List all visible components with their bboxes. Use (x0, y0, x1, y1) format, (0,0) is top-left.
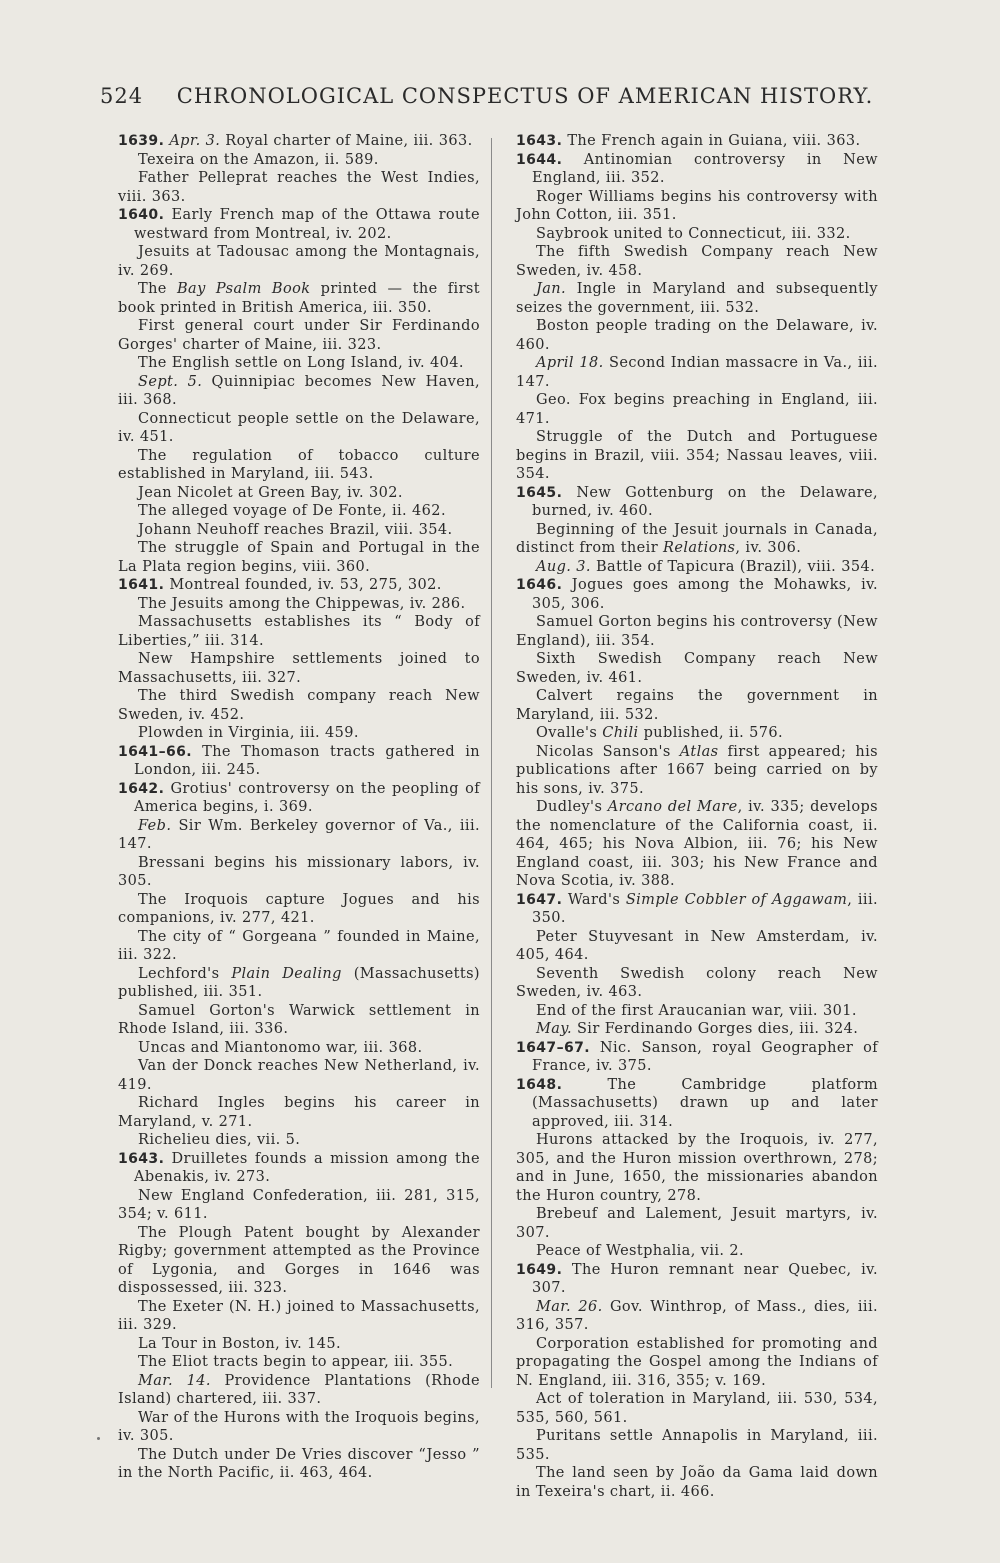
entry-text: Corporation established for promoting and propagating the Gospel among the Indians of N. England, iii. 316, 355; v. 169. (516, 1335, 878, 1389)
chronology-entry (516, 521, 878, 558)
entry-year: 1644. (516, 151, 563, 168)
year-entry (118, 1150, 480, 1187)
entry-year: 1647–67. (516, 1039, 590, 1056)
entry-text: Texeira on the Amazon, ii. 589. (138, 151, 379, 168)
entry-text: New Hampshire settlements joined to Massachusetts, iii. 327. (118, 651, 480, 686)
chronology-entry (118, 502, 480, 521)
entry-year: 1641. (118, 577, 165, 593)
chronology-entry (516, 1390, 878, 1427)
entry-text: Samuel Gorton begins his controversy (New England), iii. 354. (516, 614, 878, 649)
entry-year: 1649. (516, 1261, 563, 1278)
year-entry (516, 484, 878, 521)
chronology-entry (516, 225, 878, 244)
entry-text: Peter Stuyvesant in New Amsterdam, iv. 405, 464. (516, 928, 878, 963)
year-entry (516, 891, 878, 928)
entry-text: The fifth Swedish Company reach New Sweden, iv. 458. (516, 244, 878, 279)
chronology-entry (516, 798, 878, 891)
entry-italic-text: Jan. (536, 281, 567, 297)
right-column (516, 132, 878, 1501)
chronology-entry (118, 650, 480, 687)
entry-text: Jean Nicolet at Green Bay, iv. 302. (138, 484, 403, 501)
chronology-entry (118, 243, 480, 280)
chronology-entry (118, 280, 480, 317)
chronology-entry (516, 965, 878, 1002)
chronology-entry (118, 317, 480, 354)
chronology-entry (118, 891, 480, 928)
entry-text: Early French map of the Ottawa route westward from Montreal, iv. 202. (134, 207, 480, 242)
entry-italic-text: Mar. 14. (138, 1372, 211, 1389)
entry-text: , iv. 335; develops the nomenclature of the California coast, ii. 464, 465; his Nova Albion, iii. 76; his New England coast, iii. 303; his New France and Nova Scotia, iv. 388. (516, 799, 878, 889)
chronology-entry (516, 243, 878, 280)
entry-text: The Iroquois capture Jogues and his companions, iv. 277, 421. (118, 891, 480, 926)
chronology-entry (118, 169, 480, 206)
chronology-entry (516, 188, 878, 225)
entry-text: Jesuits at Tadousac among the Montagnais, iv. 269. (118, 244, 480, 279)
chronology-entry (118, 1372, 480, 1409)
chronology-entry (118, 1298, 480, 1335)
entry-text: The struggle of Spain and Portugal in the La Plata region begins, viii. 360. (118, 540, 480, 575)
entry-text: Beginning of the Jesuit journals in Canada, distinct from their (516, 521, 878, 556)
entry-text: Calvert regains the government in Maryland, iii. 532. (516, 688, 878, 723)
chronology-entry (118, 1409, 480, 1446)
chronology-entry (118, 1446, 480, 1483)
entry-text: The Huron remnant near Quebec, iv. 307. (532, 1261, 878, 1296)
entry-text: Saybrook united to Connecticut, iii. 332. (536, 225, 851, 242)
entry-text: Geo. Fox begins preaching in England, iii. 471. (516, 392, 878, 427)
entry-year: 1639. (118, 133, 165, 149)
entry-text: Act of toleration in Maryland, iii. 530, 534, 535, 560, 561. (516, 1391, 878, 1426)
entry-text: Quinnipiac becomes New Haven, iii. 368. (118, 373, 480, 408)
chronology-entry (118, 1353, 480, 1372)
entry-italic-text: Atlas (679, 743, 719, 760)
entry-italic-text: Chili (602, 725, 639, 741)
chronology-entry (118, 965, 480, 1002)
chronology-entry (516, 724, 878, 743)
entry-text: Battle of Tapicura (Brazil), viii. 354. (590, 558, 876, 575)
entry-text: The Eliot tracts begin to appear, iii. 355. (138, 1354, 454, 1370)
entry-text: Ward's (567, 891, 626, 908)
entry-text: The third Swedish company reach New Sweden, iv. 452. (118, 688, 480, 723)
entry-text: , iii. 350. (532, 891, 879, 926)
entry-italic-text: April 18. (536, 355, 604, 371)
chronology-entry (118, 613, 480, 650)
entry-italic-text: Simple Cobbler of Aggawam (625, 891, 848, 908)
entry-italic-text: Mar. 26. (536, 1298, 603, 1315)
entry-year: 1643. (118, 1150, 165, 1167)
entry-italic-text: Aug. 3. (536, 558, 591, 575)
entry-year: 1647. (516, 891, 563, 908)
year-entry (516, 151, 878, 188)
entry-text: Lechford's (138, 965, 232, 982)
entry-text: Sir Ferdinando Gorges dies, iii. 324. (571, 1021, 859, 1037)
year-entry (118, 206, 480, 243)
entry-text: Hurons attacked by the Iroquois, iv. 277, 305, and the Huron mission overthrown, 278; and in June, 1650, the missionaries abandon the Huron country, 278. (516, 1132, 878, 1204)
chronology-entry (516, 1205, 878, 1242)
chronology-entry (118, 354, 480, 373)
chronology-entry (516, 1464, 878, 1501)
entry-year: 1641–66. (118, 743, 192, 760)
entry-text: The French again in Guiana, viii. 363. (567, 133, 861, 149)
entry-text: End of the first Araucanian war, viii. 301. (536, 1002, 857, 1019)
chronology-entry (516, 1002, 878, 1021)
year-entry (118, 743, 480, 780)
entry-year: 1642. (118, 780, 165, 797)
entry-text: Connecticut people settle on the Delaware, iv. 451. (118, 410, 480, 445)
year-entry (118, 780, 480, 817)
entry-year: 1640. (118, 207, 165, 223)
year-entry (516, 576, 878, 613)
chronology-entry (118, 1224, 480, 1298)
entry-text: Van der Donck reaches New Netherland, iv. 419. (118, 1058, 480, 1093)
entry-text: The Exeter (N. H.) joined to Massachusetts, iii. 329. (118, 1298, 480, 1333)
chronology-entry (118, 595, 480, 614)
print-speck (97, 1437, 100, 1440)
chronology-entry (516, 428, 878, 484)
entry-text: The Cambridge platform (Massachusetts) drawn up and later approved, iii. 314. (532, 1076, 878, 1130)
entry-text: Grotius' controversy on the peopling of America begins, i. 369. (134, 780, 480, 815)
entry-year: 1646. (516, 577, 563, 593)
chronology-entry (118, 1002, 480, 1039)
chronology-entry (118, 373, 480, 410)
entry-text: Nicolas Sanson's (536, 743, 680, 760)
entry-text: Puritans settle Annapolis in Maryland, iii. 535. (516, 1428, 878, 1463)
chronology-entry (516, 687, 878, 724)
chronology-entry (118, 1039, 480, 1058)
entry-text: Gov. Winthrop, of Mass., dies, iii. 316, 357. (516, 1298, 878, 1333)
chronology-entry (118, 1094, 480, 1131)
entry-text: Royal charter of Maine, iii. 363. (220, 133, 473, 149)
entry-text: The English settle on Long Island, iv. 404. (138, 355, 464, 371)
running-header (100, 84, 874, 114)
entry-text: Bressani begins his missionary labors, iv. 305. (118, 854, 480, 889)
entry-text: Jogues goes among the Mohawks, iv. 305, 306. (532, 577, 878, 612)
entry-text: The Thomason tracts gathered in London, iii. 245. (134, 743, 480, 778)
chronology-entry (516, 1242, 878, 1261)
chronology-entry (516, 650, 878, 687)
chronology-entry (516, 317, 878, 354)
entry-italic-text: May. (536, 1021, 572, 1037)
entry-italic-text: Sept. 5. (138, 373, 203, 390)
entry-text: Brebeuf and Lalement, Jesuit martyrs, iv. 307. (516, 1206, 878, 1241)
chronology-entry (118, 1187, 480, 1224)
entry-text: The city of “ Gorgeana ” founded in Maine, iii. 322. (118, 928, 480, 963)
entry-text: Roger Williams begins his controversy with John Cotton, iii. 351. (516, 188, 878, 223)
entry-text: The alleged voyage of De Fonte, ii. 462. (138, 503, 446, 519)
chronology-entry (516, 391, 878, 428)
year-entry (516, 1076, 878, 1132)
chronology-entry (516, 1020, 878, 1039)
entry-year: 1645. (516, 484, 563, 501)
entry-text: Second Indian massacre in Va., iii. 147. (516, 355, 878, 390)
chronology-entry (118, 447, 480, 484)
chronology-entry (118, 1335, 480, 1354)
entry-italic-text: Arcano del Mare (607, 799, 738, 815)
chronology-entry (118, 854, 480, 891)
chronology-entry (516, 1335, 878, 1391)
entry-text: Nic. Sanson, royal Geographer of France, iv. 375. (532, 1039, 878, 1074)
entry-text: printed — the first book printed in British America, iii. 350. (118, 281, 480, 316)
left-column (118, 132, 480, 1483)
chronology-entry (118, 410, 480, 447)
entry-text: Providence Plantations (Rhode Island) chartered, iii. 337. (118, 1372, 480, 1407)
year-entry (516, 132, 878, 151)
chronology-entry (516, 354, 878, 391)
year-entry (118, 576, 480, 595)
entry-text: Father Pelleprat reaches the West Indies, viii. 363. (118, 170, 480, 205)
chronology-entry (118, 484, 480, 503)
entry-text: Peace of Westphalia, vii. 2. (536, 1243, 745, 1259)
chronology-entry (118, 1057, 480, 1094)
entry-text: Samuel Gorton's Warwick settlement in Rhode Island, iii. 336. (118, 1002, 480, 1037)
entry-text: Ovalle's (536, 725, 603, 741)
entry-text: Dudley's (536, 799, 608, 815)
entry-text: Richelieu dies, vii. 5. (138, 1132, 301, 1148)
entry-text: (Massachusetts) published, iii. 351. (118, 965, 480, 1000)
chronology-entry (516, 928, 878, 965)
entry-text: The Jesuits among the Chippewas, iv. 286. (138, 595, 466, 612)
entry-italic-text: Apr. 3. (169, 133, 221, 149)
chronology-entry (516, 1131, 878, 1205)
entry-text: Richard Ingles begins his career in Maryland, v. 271. (118, 1095, 480, 1130)
entry-text: The regulation of tobacco culture established in Maryland, iii. 543. (118, 447, 480, 482)
entry-text: Boston people trading on the Delaware, iv. 460. (516, 318, 878, 353)
entry-italic-text: Plain Dealing (231, 965, 342, 982)
year-entry (118, 132, 480, 151)
chronology-entry (516, 1298, 878, 1335)
chronology-entry (118, 539, 480, 576)
entry-text: New Gottenburg on the Delaware, burned, iv. 460. (532, 484, 879, 519)
entry-text: Massachusetts establishes its “ Body of Liberties,” iii. 314. (118, 614, 480, 649)
entry-text: Plowden in Virginia, iii. 459. (138, 725, 359, 741)
entry-text: La Tour in Boston, iv. 145. (138, 1335, 341, 1352)
column-divider (491, 138, 492, 1388)
entry-text: The Plough Patent bought by Alexander Rigby; government attempted as the Province of Lygonia, and Gorges in 1646 was dispossessed, iii. 323. (118, 1224, 480, 1296)
entry-text: The Dutch under De Vries discover “Jesso ” in the North Pacific, ii. 463, 464. (118, 1446, 480, 1481)
year-entry (516, 1039, 878, 1076)
chronology-entry (516, 743, 878, 799)
entry-text: First general court under Sir Ferdinando Gorges' charter of Maine, iii. 323. (118, 318, 480, 353)
chronology-entry (118, 928, 480, 965)
year-entry (516, 1261, 878, 1298)
entry-text: War of the Hurons with the Iroquois begins, iv. 305. (118, 1409, 480, 1444)
entry-text: The land seen by João da Gama laid down in Texeira's chart, ii. 466. (516, 1465, 878, 1500)
chronology-entry (516, 1427, 878, 1464)
entry-text: New England Confederation, iii. 281, 315, 354; v. 611. (118, 1187, 480, 1222)
page-title: CHRONOLOGICAL CONSPECTUS OF AMERICAN HISTORY. (176, 84, 874, 108)
entry-text: Druilletes founds a mission among the Abenakis, iv. 273. (134, 1150, 480, 1185)
chronology-entry (118, 1131, 480, 1150)
chronology-entry (118, 817, 480, 854)
entry-text: The (138, 281, 177, 297)
entry-text: Antinomian controversy in New England, iii. 352. (532, 151, 878, 186)
entry-text: Sixth Swedish Company reach New Sweden, iv. 461. (516, 651, 878, 686)
entry-text: Seventh Swedish colony reach New Sweden, iv. 463. (516, 965, 878, 1000)
entry-text: Ingle in Maryland and subsequently seizes the government, iii. 532. (516, 281, 878, 316)
entry-text: , iv. 306. (735, 540, 802, 556)
entry-text: Sir Wm. Berkeley governor of Va., iii. 147. (118, 817, 480, 852)
entry-year: 1648. (516, 1076, 563, 1093)
page-number: 524 (100, 84, 144, 108)
entry-italic-text: Relations (663, 540, 736, 556)
chronology-entry (516, 613, 878, 650)
entry-text: Struggle of the Dutch and Portuguese begins in Brazil, viii. 354; Nassau leaves, viii. 354. (516, 429, 878, 482)
entry-italic-text: Bay Psalm Book (177, 281, 311, 297)
entry-italic-text: Feb. (138, 817, 172, 834)
chronology-entry (516, 558, 878, 577)
chronology-entry (118, 687, 480, 724)
chronology-entry (516, 280, 878, 317)
entry-text: Montreal founded, iv. 53, 275, 302. (169, 577, 442, 593)
chronology-entry (118, 724, 480, 743)
entry-text: published, ii. 576. (638, 725, 784, 741)
entry-text: first appeared; his publications after 1667 being carried on by his sons, iv. 375. (516, 743, 879, 797)
entry-text: Uncas and Miantonomo war, iii. 368. (138, 1039, 423, 1056)
chronology-entry (118, 521, 480, 540)
chronology-entry (118, 151, 480, 170)
entry-text: Johann Neuhoff reaches Brazil, viii. 354. (138, 521, 453, 538)
entry-year: 1643. (516, 133, 563, 149)
